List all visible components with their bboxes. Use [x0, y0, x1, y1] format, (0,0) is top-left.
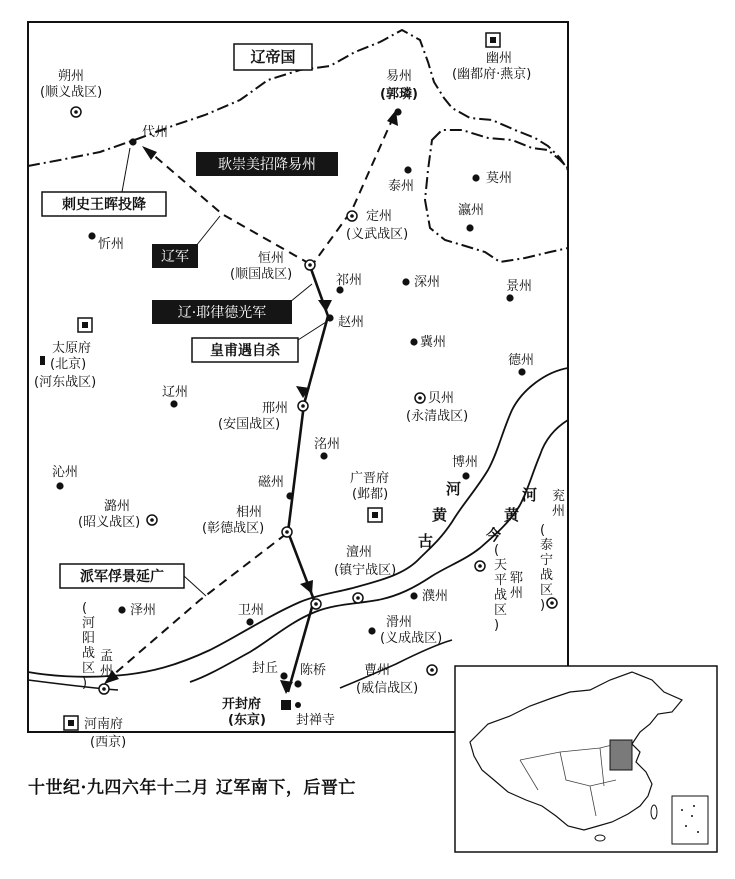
chanzhou-label: 澶州 — [346, 545, 373, 560]
arrowhead — [142, 146, 157, 160]
caozhou-label: 曹州 — [364, 663, 391, 678]
callout-jingyan: 派军俘景延广 — [80, 569, 164, 585]
callout-daizhou: 刺史王晖投降 — [62, 197, 146, 213]
shenzhou-label: 深州 — [414, 275, 441, 290]
taizhou-marker — [404, 166, 411, 173]
arrowhead — [318, 300, 332, 312]
liaozhou-label: 辽州 — [162, 385, 189, 400]
zezhou-marker — [118, 606, 125, 613]
youzhou-label: 幽州 — [486, 51, 513, 66]
dezhou-label: 德州 — [508, 353, 535, 368]
huazhou-note: (义成战区) — [380, 631, 443, 646]
arrowhead — [300, 580, 313, 594]
region-title: 辽帝国 — [250, 48, 296, 66]
zhaozhou-marker — [326, 314, 333, 321]
mozhou-marker — [472, 174, 479, 181]
xiangzhou-label: 相州 — [236, 505, 263, 520]
yingzhou-label: 瀛州 — [458, 203, 485, 218]
leader-line — [184, 576, 206, 596]
map-frame — [28, 22, 568, 732]
daizhou-marker — [129, 138, 136, 145]
xinzhou-label: 忻州 — [98, 237, 125, 252]
puzhou-marker — [410, 592, 417, 599]
qinzhou-label: 沁州 — [52, 465, 79, 480]
south-china-sea-box — [672, 796, 708, 844]
mingzhou-marker — [320, 452, 327, 459]
label-yelv: 辽·耶律德光军 — [177, 305, 267, 321]
liao-enclave-border — [425, 130, 568, 262]
chenqiao-marker — [294, 680, 301, 687]
yizhou-label: 易州 — [386, 69, 413, 84]
guangjin-note: (邺都) — [352, 487, 389, 502]
callout-yizhou: 耿崇美招降易州 — [218, 157, 316, 173]
leader-line — [196, 216, 220, 246]
caozhou-note: (威信战区) — [356, 681, 419, 696]
label-liao-army: 辽军 — [161, 249, 189, 265]
fengchansi-marker — [295, 702, 301, 708]
callout-huangfu: 皇甫遇自杀 — [210, 343, 280, 359]
fengqiu-label: 封丘 — [252, 661, 279, 676]
daizhou-label: 代州 — [142, 125, 169, 140]
yingzhou-marker — [466, 224, 473, 231]
kaifeng-marker — [281, 700, 291, 710]
old-yellow-river-south-bank — [190, 420, 568, 682]
mengzhou-vertical-note: (河阳战区) — [82, 601, 96, 691]
hengzhou-label: 恒州 — [258, 251, 285, 266]
leader-line — [122, 148, 130, 192]
jizhou-label: 冀州 — [420, 335, 447, 350]
weizhou-label: 卫州 — [238, 603, 265, 618]
taiyuan-small-marker — [40, 356, 45, 365]
dezhou-marker — [518, 368, 525, 375]
taiyuan-note1: (北京) — [50, 357, 87, 372]
xingzhou-label: 邢州 — [262, 401, 289, 416]
bozhou-marker — [462, 472, 469, 479]
map-caption: 十世纪·九四六年十二月 辽军南下，后晋亡 — [28, 778, 356, 798]
fengqiu-marker — [280, 672, 287, 679]
yanzhou-vertical-label: 兖州 — [552, 489, 566, 519]
guangjin-label: 广晋府 — [350, 471, 390, 486]
kaifeng-note: (东京) — [228, 713, 266, 728]
shenzhou-marker — [402, 278, 409, 285]
taizhou-label: 泰州 — [388, 179, 415, 194]
puzhou-label: 濮州 — [422, 589, 449, 604]
cizhou-label: 磁州 — [258, 475, 285, 490]
yanzhou-vertical-note: (泰宁战区) — [540, 523, 554, 613]
jingzhou-label: 景州 — [506, 279, 533, 294]
route-main — [288, 266, 328, 692]
highlight-region — [610, 740, 632, 770]
taiwan-shape — [651, 805, 657, 819]
dingzhou-note: (义武战区) — [346, 227, 409, 242]
henanfu-note: (西京) — [90, 735, 127, 750]
yunzhou-vertical-label: 郓州 — [510, 571, 524, 601]
huazhou-marker — [368, 627, 375, 634]
kaifeng-label: 开封府 — [222, 697, 262, 712]
fengchansi-label: 封禅寺 — [296, 713, 336, 728]
mengzhou-vertical-label: 孟州 — [100, 649, 114, 679]
inset-china-map — [455, 666, 717, 852]
beizhou-label: 贝州 — [428, 391, 455, 406]
taiyuan-note2: (河东战区) — [34, 375, 97, 390]
yunzhou-vertical-note: (天平战区) — [494, 543, 508, 633]
zezhou-label: 泽州 — [130, 603, 157, 618]
youzhou-note: (幽都府·燕京) — [452, 67, 532, 82]
shuozhou-note: (顺义战区) — [40, 85, 103, 100]
liaozhou-marker — [170, 400, 177, 407]
mozhou-label: 莫州 — [486, 171, 513, 186]
xinzhou-marker — [88, 232, 95, 239]
river-now-label: 今黄河 — [486, 486, 538, 544]
river-old-label: 古黄河 — [418, 480, 462, 550]
cizhou-marker — [286, 492, 293, 499]
beizhou-note: (永清战区) — [406, 409, 469, 424]
jizhou-marker — [410, 338, 417, 345]
yizhou-note: (郭璘) — [380, 87, 418, 102]
xingzhou-note: (安国战区) — [218, 417, 281, 432]
qizhou-label: 祁州 — [336, 273, 363, 288]
chanzhou-note: (镇宁战区) — [334, 563, 397, 578]
shuozhou-label: 朔州 — [58, 69, 85, 84]
weizhou-marker — [246, 618, 253, 625]
xiangzhou-note: (彰德战区) — [202, 521, 265, 536]
jingzhou-marker — [506, 294, 513, 301]
mingzhou-label: 洺州 — [314, 437, 341, 452]
yizhou-marker — [394, 108, 401, 115]
leader-line — [290, 284, 312, 302]
huazhou-label: 滑州 — [386, 615, 413, 630]
taiyuan-label: 太原府 — [52, 341, 92, 356]
arrowhead — [280, 680, 293, 694]
dingzhou-label: 定州 — [366, 209, 393, 224]
qinzhou-marker — [56, 482, 63, 489]
hengzhou-note: (顺国战区) — [230, 267, 293, 282]
hainan-shape — [595, 835, 605, 841]
route-yizhou — [310, 120, 392, 268]
chenqiao-label: 陈桥 — [300, 663, 327, 678]
luzhou-note: (昭义战区) — [78, 515, 141, 530]
henanfu-label: 河南府 — [84, 717, 124, 732]
bozhou-label: 博州 — [452, 455, 479, 470]
luzhou-label: 潞州 — [104, 499, 131, 514]
zhaozhou-label: 赵州 — [338, 315, 365, 330]
